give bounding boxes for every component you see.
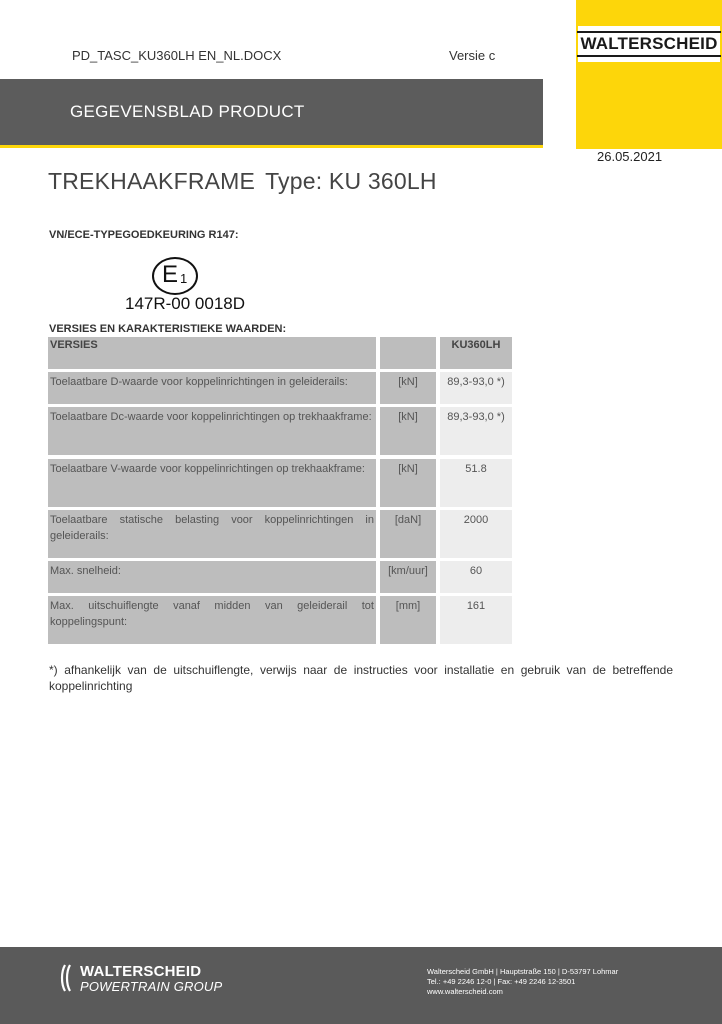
product-name: TREKHAAKFRAME (48, 168, 256, 194)
footer-logo-subtitle: POWERTRAIN GROUP (80, 979, 223, 994)
table-row-value: 51.8 (440, 459, 512, 507)
footnote: *) afhankelijk van de uitschuiflengte, verwijs naar de instructies voor installatie en gebruik van de betreffende koppelinrichting (49, 663, 673, 693)
e-mark-number: 1 (180, 271, 188, 286)
table-row-label: Toelaatbare D-waarde voor koppelinrichtingen in geleiderails: (48, 372, 376, 404)
table-row-value: 2000 (440, 510, 512, 558)
approval-number: 147R-00 0018D (125, 294, 246, 313)
table-row-label: Max. uitschuiflengte vanaf midden van geleiderail tot koppelingspunt: (48, 596, 376, 644)
table-row-value: 60 (440, 561, 512, 593)
company-address: Walterscheid GmbH | Hauptstraße 150 | D-53797 Lohmar (427, 967, 619, 976)
document-filename: PD_TASC_KU360LH EN_NL.DOCX (72, 48, 282, 63)
table-row-unit: [daN] (380, 510, 436, 558)
walterscheid-mark-icon (60, 964, 74, 992)
versions-heading: VERSIES EN KARAKTERISTIEKE WAARDEN: (49, 323, 287, 335)
table-row-unit: [kN] (380, 407, 436, 455)
brand-yellow-block (576, 0, 722, 149)
table-row-label: Toelaatbare V-waarde voor koppelinrichtingen op trekhaakframe: (48, 459, 376, 507)
table-row-label: Toelaatbare statische belasting voor koppelinrichtingen in geleiderails: (48, 510, 376, 558)
table-header-unit (380, 337, 436, 369)
table-row-value: 89,3-93,0 *) (440, 407, 512, 455)
table-row-unit: [kN] (380, 459, 436, 507)
company-website: www.walterscheid.com (427, 987, 503, 996)
table-row-label: Toelaatbare Dc-waarde voor koppelinrichtingen op trekhaakframe: (48, 407, 376, 455)
company-phone: Tel.: +49 2246 12-0 | Fax: +49 2246 12-3501 (427, 977, 576, 986)
company-contact (427, 967, 618, 997)
table-header-versions: VERSIES (48, 337, 376, 369)
approval-heading: VN/ECE-TYPEGOEDKEURING R147: (49, 229, 239, 241)
header-band-accent (0, 145, 543, 148)
sheet-title: GEGEVENSBLAD PRODUCT (70, 102, 305, 121)
document-date: 26.05.2021 (597, 149, 663, 164)
document-version: Versie c (449, 48, 496, 63)
table-row-unit: [mm] (380, 596, 436, 644)
table-row-label: Max. snelheid: (48, 561, 376, 593)
logo-text: WALTERSCHEID (577, 31, 720, 57)
table-row-value: 89,3-93,0 *) (440, 372, 512, 404)
product-type: Type: KU 360LH (265, 168, 437, 194)
table-row-unit: [km/uur] (380, 561, 436, 593)
e-mark-letter: E (162, 261, 179, 288)
footer-logo-text: WALTERSCHEID (80, 963, 202, 980)
walterscheid-logo (578, 26, 720, 62)
table-row-value: 161 (440, 596, 512, 644)
product-title (48, 168, 437, 195)
table-header-model: KU360LH (440, 337, 512, 369)
table-row-unit: [kN] (380, 372, 436, 404)
